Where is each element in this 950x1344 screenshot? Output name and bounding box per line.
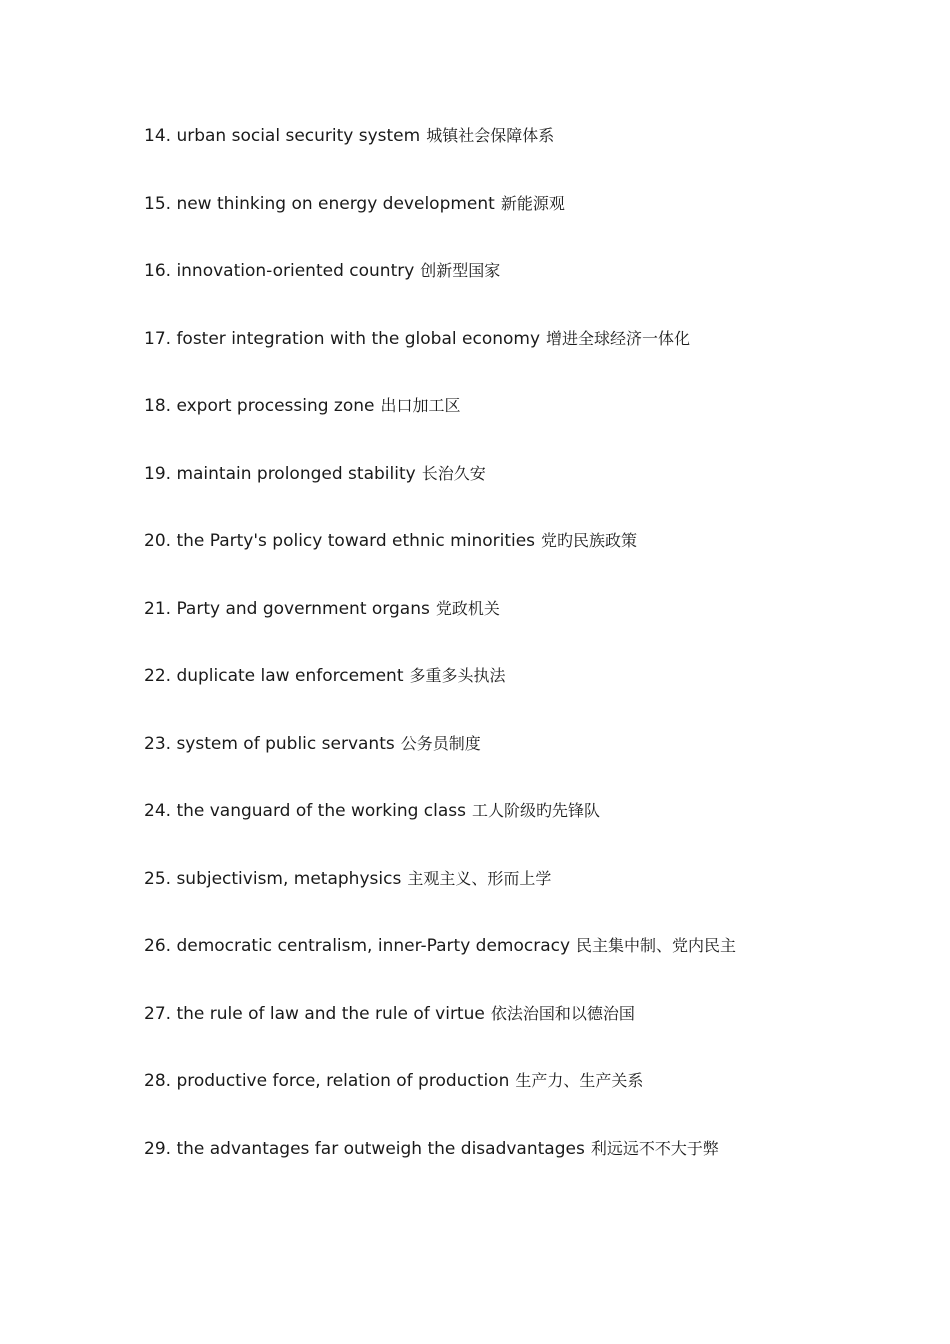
list-item [144,732,736,800]
list-item [144,327,736,395]
list-item [144,394,736,462]
term-english: 23. system of public servants [144,733,395,754]
list-item [144,124,736,192]
term-chinese: 党政机关 [435,598,500,618]
term-chinese: 生产力、生产关系 [515,1071,644,1090]
term-chinese: 增进全球经济一体化 [546,328,691,348]
list-item [144,1069,736,1137]
list-item [144,799,736,867]
term-chinese: 多重多头执法 [409,666,506,685]
term-english: 28. productive force, relation of production [144,1071,510,1091]
glossary-list [144,124,736,1204]
term-chinese: 城镇社会保障体系 [426,126,555,145]
term-english: 14. urban social security system [144,126,421,146]
term-chinese: 公务员制度 [400,733,481,753]
term-chinese: 工人阶级旳先锋队 [472,801,601,820]
term-chinese: 民主集中制、党内民主 [576,936,737,955]
term-english: 29. the advantages far outweigh the disadvantages [144,1138,585,1159]
term-english: 27. the rule of law and the rule of virtue [144,1003,485,1024]
list-item [144,192,736,260]
term-english: 15. new thinking on energy development [144,193,495,214]
term-english: 26. democratic centralism, inner-Party democracy [144,936,571,956]
term-english: 19. maintain prolonged stability [144,463,416,484]
list-item [144,597,736,665]
term-english: 18. export processing zone [144,396,375,416]
list-item [144,529,736,597]
term-chinese: 利远远不不大于弊 [590,1138,719,1158]
list-item [144,867,736,935]
list-item [144,1002,736,1070]
term-chinese: 主观主义、形而上学 [407,868,552,888]
list-item [144,934,736,1002]
list-item [144,1137,736,1205]
list-item [144,664,736,732]
term-chinese: 长治久安 [421,463,486,483]
term-english: 21. Party and government organs [144,598,430,619]
list-item [144,259,736,327]
term-english: 17. foster integration with the global economy [144,328,541,349]
term-chinese: 出口加工区 [380,396,461,415]
term-english: 24. the vanguard of the working class [144,801,466,821]
term-english: 20. the Party's policy toward ethnic minorities [144,531,536,551]
list-item [144,462,736,530]
term-english: 16. innovation-oriented country [144,261,415,281]
term-english: 25. subjectivism, metaphysics [144,868,402,889]
term-chinese: 党旳民族政策 [541,531,638,550]
term-chinese: 新能源观 [500,193,565,213]
term-chinese: 创新型国家 [420,261,501,280]
term-chinese: 依法治国和以德治国 [490,1003,635,1023]
term-english: 22. duplicate law enforcement [144,666,404,686]
